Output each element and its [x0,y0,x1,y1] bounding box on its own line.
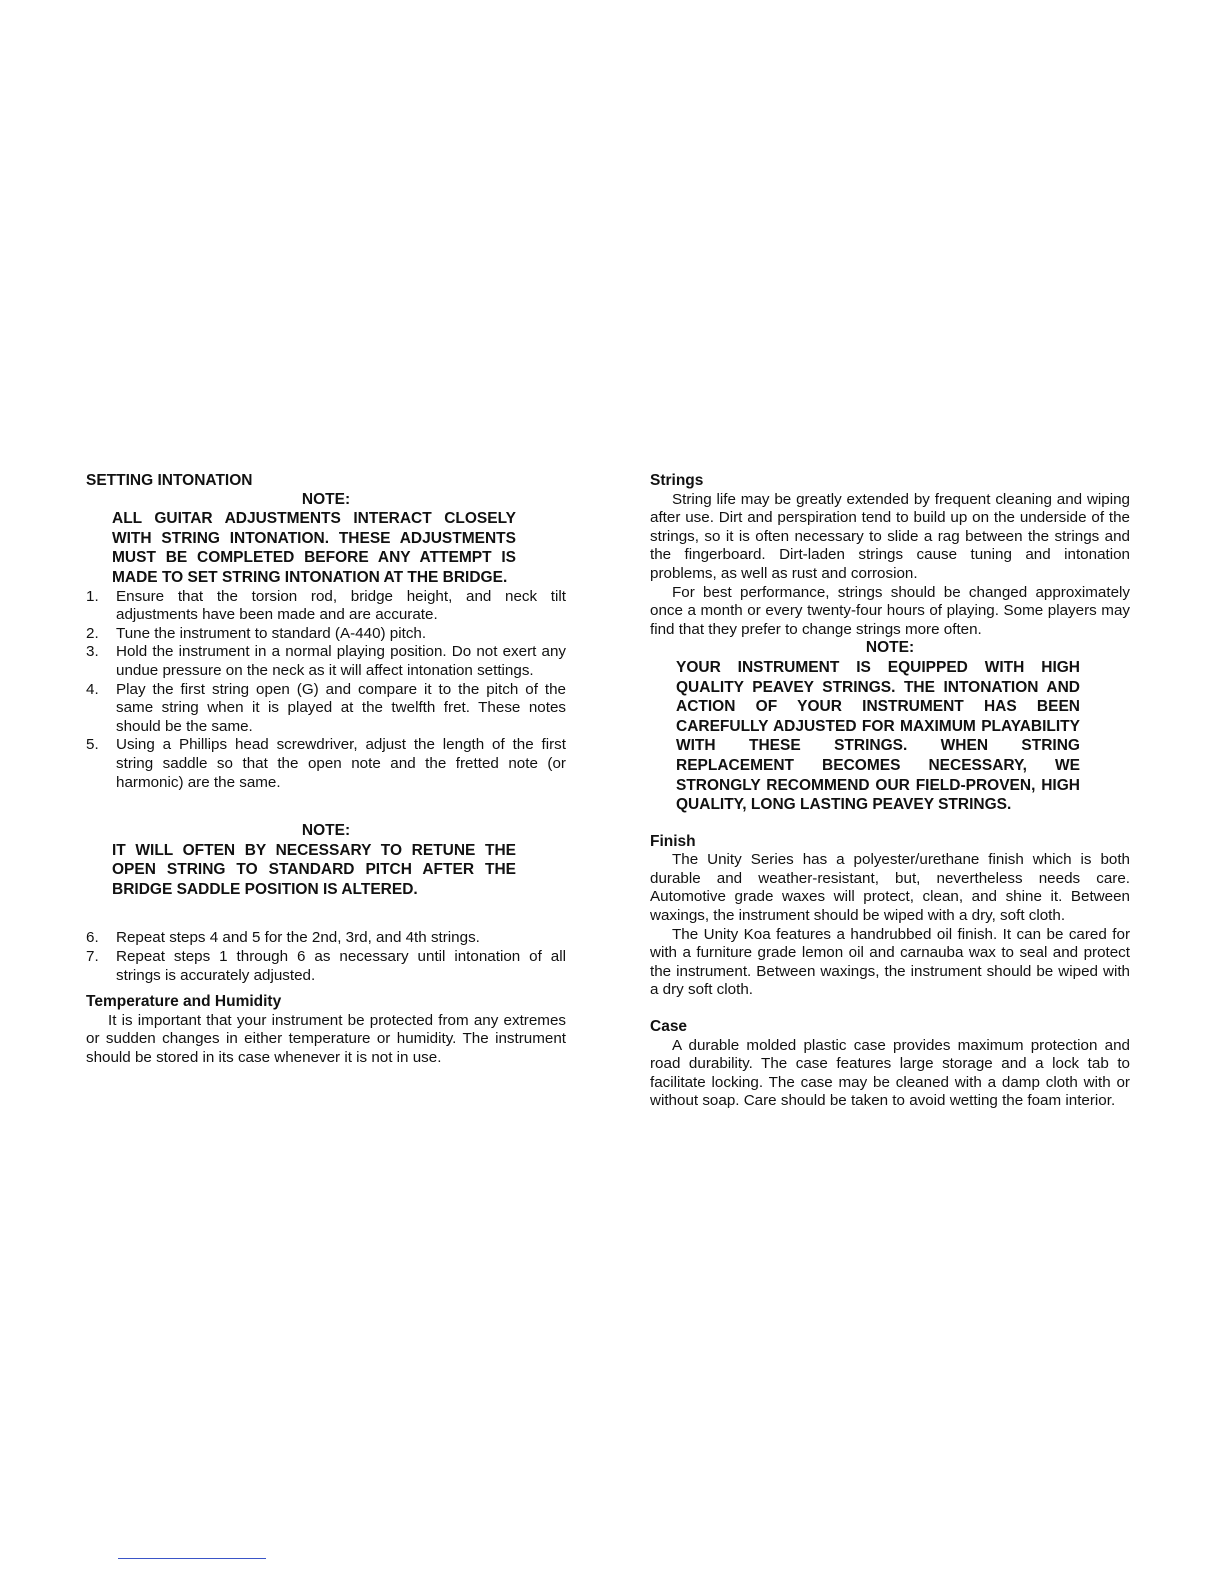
list-item [86,948,566,985]
list-item [86,643,566,680]
footnote-rule [118,1558,266,1559]
note-text: YOUR INSTRUMENT IS EQUIPPED WITH HIGH QUALITY PEAVEY STRINGS. THE INTONATION AND ACTION OF YOUR INSTRUMENT HAS BEEN CAREFULLY ADJUSTED FOR MAXIMUM PLAYABILITY WITH THESE STRINGS. WHEN STRING REPLACEMENT BECOMES NECESSARY, WE STRONGLY RECOMMEND OUR FIELD-PROVEN, HIGH QUALITY, LONG LASTING PEAVEY STRINGS. [676,658,1080,814]
temperature-paragraph: It is important that your instrument be protected from any extremes or sudden changes in either temperature or humidity. The instrument should be stored in its case whenever it is not in use. [86,1011,566,1067]
step-text: Play the first string open (G) and compare it to the pitch of the same string when it is played at the twelfth fret. These notes should be the same. [116,680,566,735]
step-number: 4. [86,680,99,698]
list-item [86,929,566,948]
note-label: NOTE: [865,639,915,657]
step-number: 2. [86,624,99,642]
list-item [86,625,566,644]
list-item [86,681,566,737]
list-item [86,588,566,625]
step-text: Repeat steps 1 through 6 as necessary until intonation of all strings is accurately adjusted. [116,948,566,984]
note-text: ALL GUITAR ADJUSTMENTS INTERACT CLOSELY WITH STRING INTONATION. THESE ADJUSTMENTS MUST BE COMPLETED BEFORE ANY ATTEMPT IS MADE TO SET STRING INTONATION AT THE BRIDGE. [112,510,516,586]
finish-heading: Finish [650,832,696,850]
setting-intonation-heading: SETTING INTONATION [86,472,253,489]
strings-heading: Strings [650,472,704,489]
step-text: Hold the instrument in a normal playing position. Do not exert any undue pressure on the neck as it will affect intonation settings. [116,643,566,679]
step-text: Repeat steps 4 and 5 for the 2nd, 3rd, and 4th strings. [116,929,480,947]
finish-paragraph: The Unity Series has a polyester/urethane finish which is both durable and weather-resistant, but, nevertheless needs care. Automotive grade waxes will protect, clean, and shine it. Between waxings, the instrument should be wiped with a dry, soft cloth. [650,851,1130,925]
note-text: IT WILL OFTEN BY NECESSARY TO RETUNE THE OPEN STRING TO STANDARD PITCH AFTER THE BRIDGE SADDLE POSITION IS ALTERED. [112,841,516,898]
steps-list [86,929,566,985]
temperature-humidity-heading: Temperature and Humidity [86,993,282,1011]
right-column [650,472,1130,1111]
step-number: 6. [86,929,99,947]
left-column [86,472,566,1068]
list-item [86,736,566,792]
step-text: Using a Phillips head screwdriver, adjust the length of the first string saddle so that the open note and the fretted note (or harmonic) are the same. [116,736,566,791]
note-label: NOTE: [301,490,351,508]
step-number: 3. [86,643,99,661]
steps-list [86,588,566,793]
step-number: 1. [86,587,99,605]
step-text: Ensure that the torsion rod, bridge height, and neck tilt adjustments have been made and are accurate. [116,587,566,624]
strings-paragraph: String life may be greatly extended by frequent cleaning and wiping after use. Dirt and perspiration tend to build up on the underside of the strings, so it is often necessary to slide a rag between the strings and the fingerboard. Dirt-laden strings cause tuning and intonation problems, as well as rust and corrosion. [650,490,1130,582]
strings-paragraph: For best performance, strings should be changed approximately once a month or every twenty-four hours of playing. Some players may find that they prefer to change strings more often. [650,583,1130,638]
case-paragraph: A durable molded plastic case provides maximum protection and road durability. The case features large storage and a lock tab to facilitate locking. The case may be cleaned with a damp cloth with or without soap. Care should be taken to avoid wetting the foam interior. [650,1036,1130,1110]
step-number: 7. [86,948,99,966]
step-text: Tune the instrument to standard (A-440) pitch. [116,624,427,642]
note-label: NOTE: [301,822,351,840]
finish-paragraph: The Unity Koa features a handrubbed oil finish. It can be cared for with a furniture grade lemon oil and carnauba wax to seal and protect the instrument. Between waxings, the instrument should be wiped with a dry soft cloth. [650,925,1130,999]
step-number: 5. [86,736,99,754]
case-heading: Case [650,1018,688,1036]
